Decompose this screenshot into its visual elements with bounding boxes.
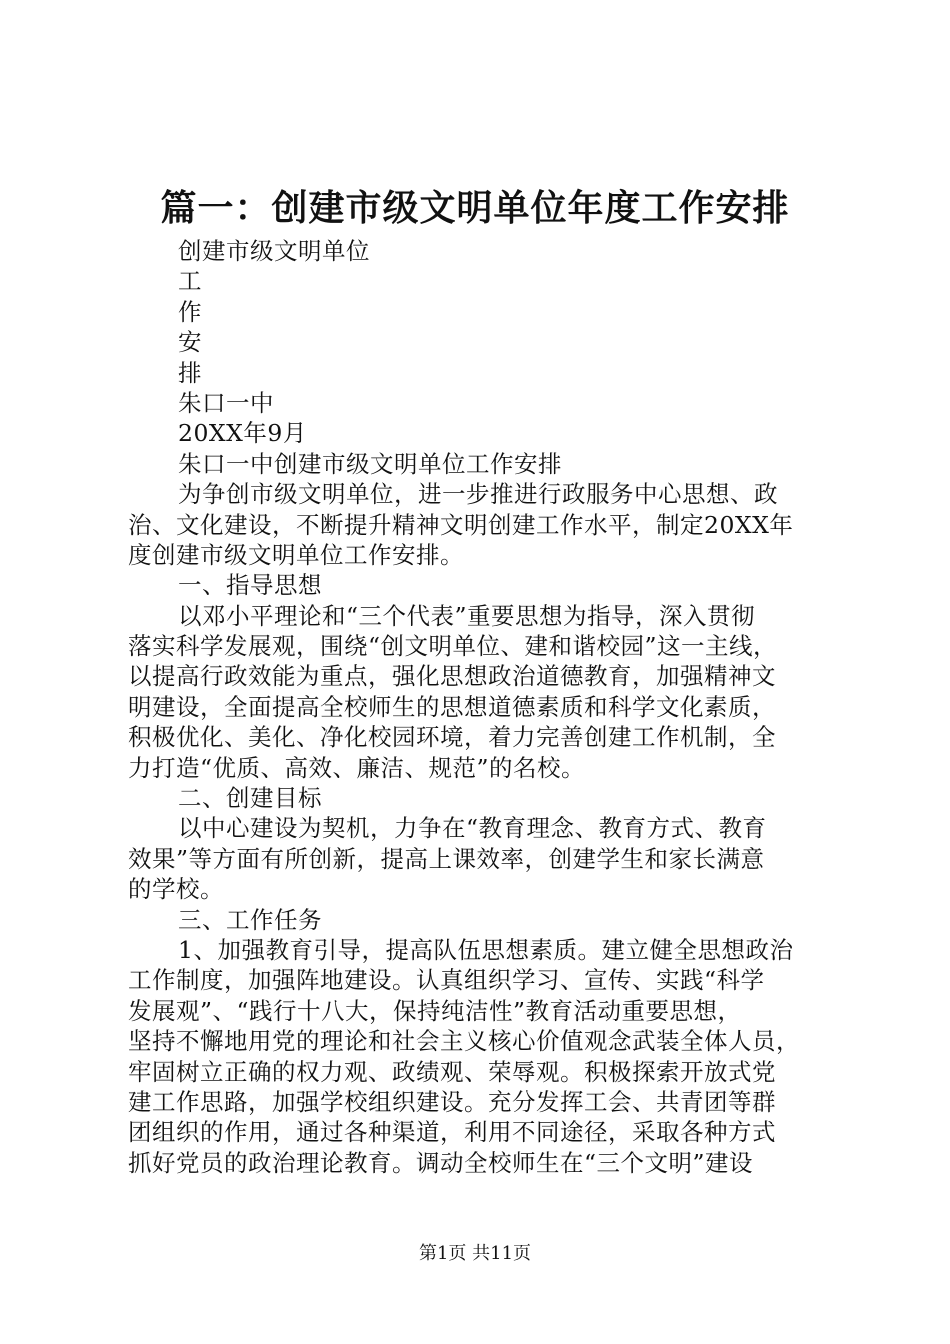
cover-line: 安 [178,328,202,357]
paragraph-line: 工作制度，加强阵地建设。认真组织学习、宣传、实践“科学 [128,966,765,995]
paragraph-line: 以中心建设为契机，力争在“教育理念、教育方式、教育 [178,814,767,843]
cover-line: 朱口一中 [178,388,274,417]
document-title: 篇一：创建市级文明单位年度工作安排 [160,187,790,229]
paragraph-line: 的学校。 [128,875,224,904]
paragraph-line: 二、创建目标 [178,784,322,813]
paragraph-line: 坚持不懈地用党的理论和社会主义核心价值观念武装全体人员， [128,1027,800,1056]
paragraph-line: 以提高行政效能为重点，强化思想政治道德教育，加强精神文 [128,662,776,691]
paragraph-line: 为争创市级文明单位，进一步推进行政服务中心思想、政 [178,480,778,509]
paragraph-line: 以邓小平理论和“三个代表”重要思想为指导，深入贯彻 [178,601,756,630]
paragraph-line: 治、文化建设，不断提升精神文明创建工作水平，制定20XX年 [128,510,794,539]
paragraph-line: 明建设，全面提高全校师生的思想道德素质和科学文化素质， [128,692,776,721]
paragraph-line: 效果”等方面有所创新，提高上课效率，创建学生和家长满意 [128,844,765,873]
paragraph-line: 一、指导思想 [178,571,322,600]
paragraph-line: 发展观”、“践行十八大，保持纯洁性”教育活动重要思想， [128,996,742,1025]
cover-line: 创建市级文明单位 [178,237,370,265]
paragraph-line: 落实科学发展观，围绕“创文明单位、建和谐校园”这一主线， [128,632,778,661]
paragraph-line: 团组织的作用，通过各种渠道，利用不同途径，采取各种方式 [128,1118,776,1147]
cover-line: 工 [178,267,202,296]
paragraph-line: 三、工作任务 [178,905,322,934]
page-footer: 第1页 共11页 [418,1243,532,1264]
cover-line: 朱口一中创建市级文明单位工作安排 [178,449,562,478]
document-body [128,236,840,1178]
paragraph-line: 度创建市级文明单位工作安排。 [128,540,464,569]
paragraph-line: 1、加强教育引导，提高队伍思想素质。建立健全思想政治 [178,935,794,964]
paragraph-line: 建工作思路，加强学校组织建设。充分发挥工会、共青团等群 [128,1087,776,1116]
paragraph-line: 牢固树立正确的权力观、政绩观、荣辱观。积极探索开放式党 [128,1057,776,1086]
paragraph-line: 抓好党员的政治理论教育。调动全校师生在“三个文明”建设 [128,1148,754,1177]
paragraph-line: 力打造“优质、高效、廉洁、规范”的名校。 [128,753,586,782]
cover-line: 排 [178,358,202,387]
cover-line: 作 [178,297,202,326]
cover-line: 20XX年9月 [178,419,307,448]
paragraph-line: 积极优化、美化、净化校园环境，着力完善创建工作机制，全 [128,723,776,752]
